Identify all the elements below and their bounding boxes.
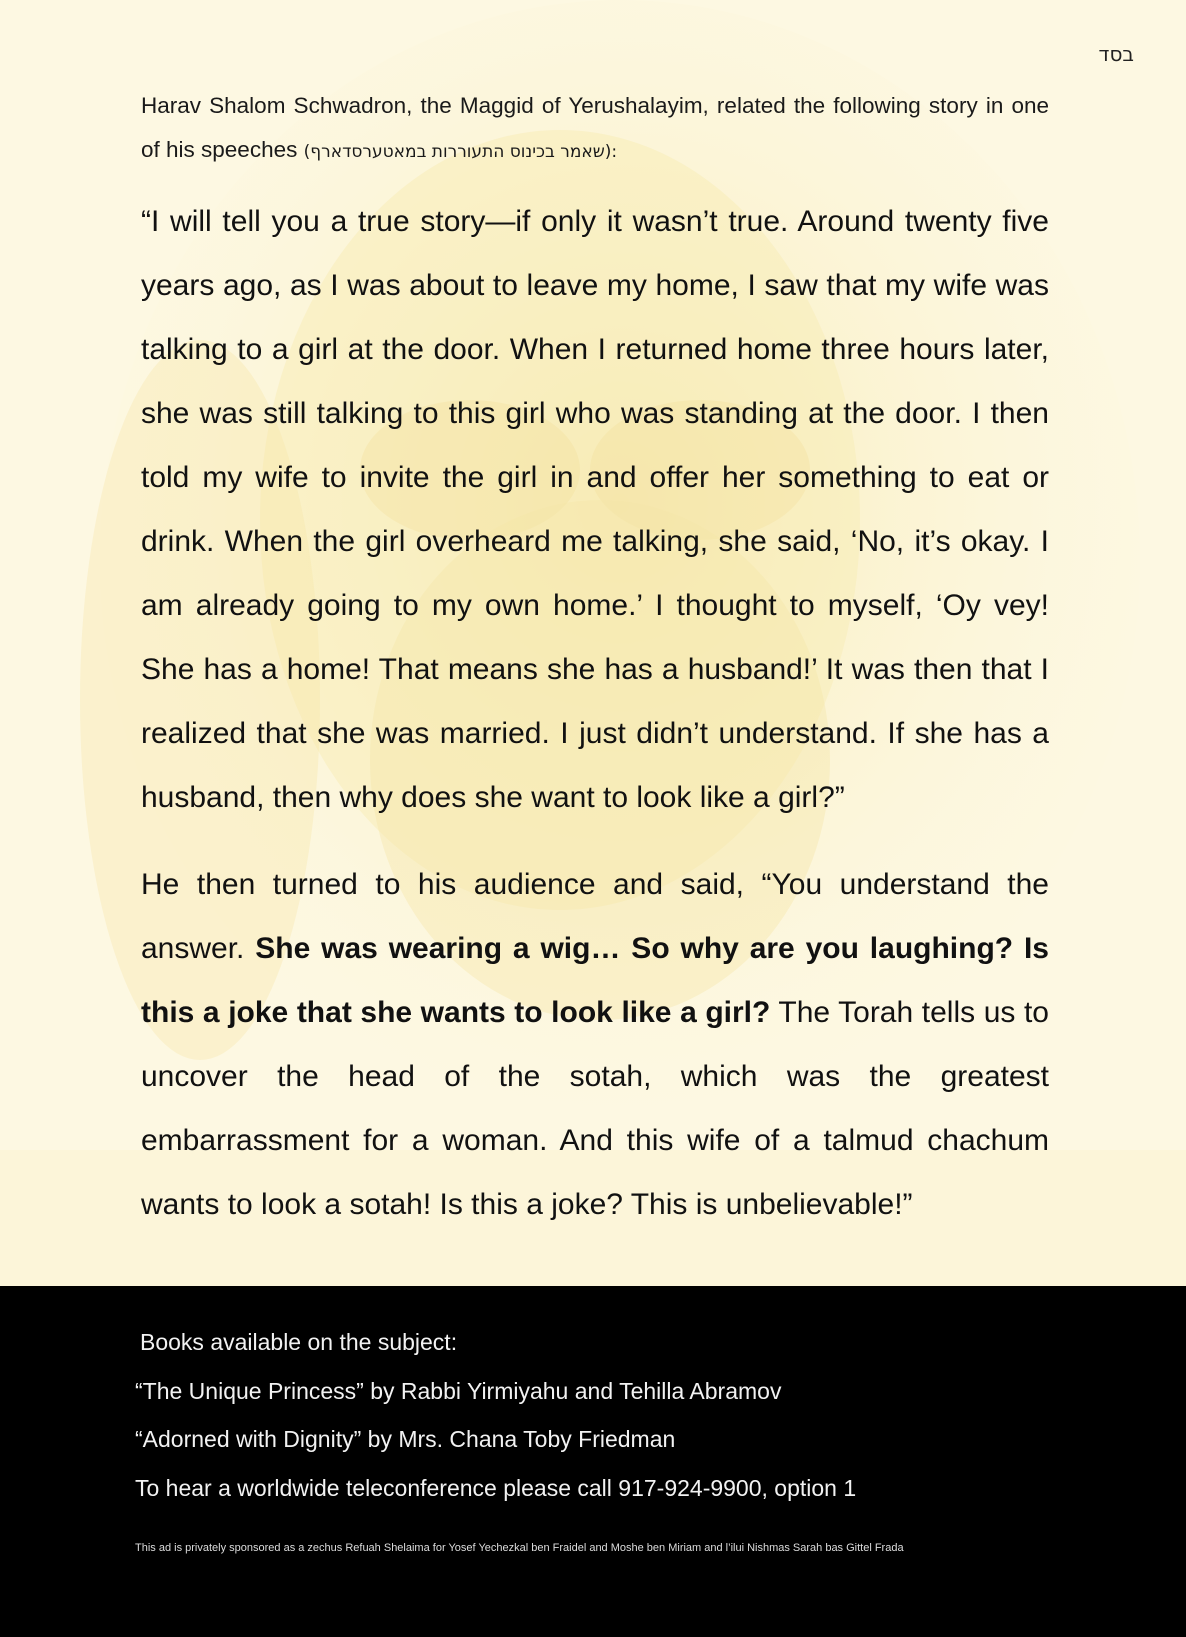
story-paragraph-2-start: He then turned to his audience and said, “You understand the answer. <box>141 868 1049 965</box>
intro-paragraph <box>141 84 1049 174</box>
books-heading: Books available on the subject: <box>140 1329 458 1355</box>
book-item-adorned-with-dignity: “Adorned with Dignity” by Mrs. Chana Toby Friedman <box>135 1426 676 1452</box>
story-paragraph-2 <box>141 853 1049 1237</box>
teleconference-info: To hear a worldwide teleconference please call 917-924-9900, option 1 <box>135 1475 857 1501</box>
bsd-header-mark: בסד <box>1098 42 1134 66</box>
story-paragraph-2-bold: She was wearing a wig… So why are you laughing? Is this a joke that she wants to look like a girl? <box>141 932 1049 1029</box>
sponsor-note: This ad is privately sponsored as a zechus Refuah Shelaima for Yosef Yechezkal ben Fraidel and Moshe ben Miriam and l’ilui Nishmas Sarah bas Gittel Frada <box>135 1542 904 1554</box>
footer <box>0 1286 1186 1637</box>
story-paragraph-1: “I will tell you a true story—if only it wasn’t true. Around twenty five years ago, as I was about to leave my home, I saw that my wife was talking to a girl at the door. When I returned home three hours later, she was still talking to this girl who was standing at the door. I then told my wife to invite the girl in and offer her something to eat or drink. When the girl overheard me talking, she said, ‘No, it’s okay. I am already going to my own home.’ I thought to myself, ‘Oy vey! She has a home! That means she has a husband!’ It was then that I realized that she was married. I just didn’t understand. If she has a husband, then why does she want to look like a girl?” <box>141 205 1049 814</box>
story-paragraph-2-end: The Torah tells us to uncover the head of the sotah, which was the greatest embarrassment for a woman. And this wife of a talmud chachum wants to look a sotah! Is this a joke? This is unbelievable!” <box>141 996 1049 1221</box>
intro-hebrew-note: (שאמר בכינוס התעוררות במאטערסדארף): <box>303 142 618 162</box>
intro-text: Harav Shalom Schwadron, the Maggid of Yerushalayim, related the following story in one of his speeches <box>141 93 1049 162</box>
book-item-unique-princess: “The Unique Princess” by Rabbi Yirmiyahu and Tehilla Abramov <box>135 1378 782 1404</box>
